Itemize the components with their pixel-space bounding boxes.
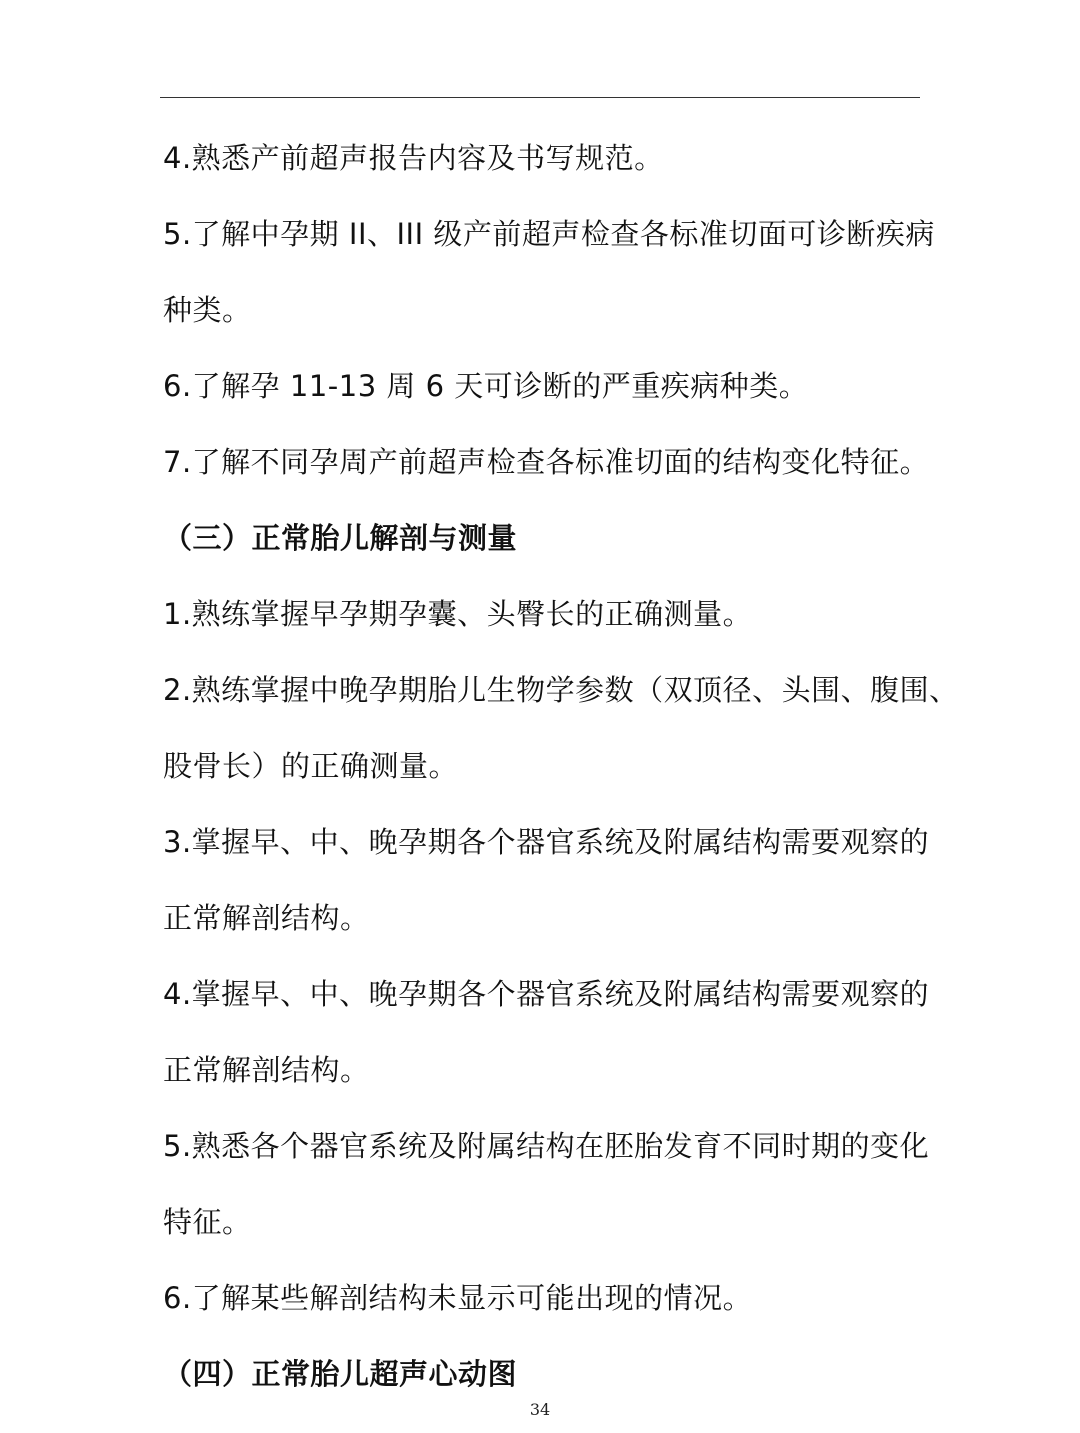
body-text-line: 5.熟悉各个器官系统及附属结构在胚胎发育不同时期的变化 bbox=[163, 1129, 930, 1163]
body-text-line: 种类。 bbox=[163, 293, 252, 327]
body-text-line: 6.了解孕 11-13 周 6 天可诊断的严重疾病种类。 bbox=[163, 369, 809, 403]
body-text-line: 6.了解某些解剖结构未显示可能出现的情况。 bbox=[163, 1281, 753, 1315]
section-heading: （三）正常胎儿解剖与测量 bbox=[163, 521, 518, 555]
document-body bbox=[163, 120, 959, 1412]
section-heading: （四）正常胎儿超声心动图 bbox=[163, 1357, 518, 1391]
body-text-line: 股骨长）的正确测量。 bbox=[163, 749, 459, 783]
body-text-line: 1.熟练掌握早孕期孕囊、头臀长的正确测量。 bbox=[163, 597, 753, 631]
body-text-line: 正常解剖结构。 bbox=[163, 901, 370, 935]
body-text-line: 2.熟练掌握中晚孕期胎儿生物学参数（双顶径、头围、腹围、 bbox=[163, 673, 959, 707]
body-text-line: 4.掌握早、中、晚孕期各个器官系统及附属结构需要观察的 bbox=[163, 977, 930, 1011]
body-text-line: 特征。 bbox=[163, 1205, 252, 1239]
header-rule bbox=[160, 97, 920, 98]
body-text-line: 4.熟悉产前超声报告内容及书写规范。 bbox=[163, 141, 664, 175]
body-text-line: 正常解剖结构。 bbox=[163, 1053, 370, 1087]
body-text-line: 7.了解不同孕周产前超声检查各标准切面的结构变化特征。 bbox=[163, 445, 930, 479]
body-text-line: 3.掌握早、中、晚孕期各个器官系统及附属结构需要观察的 bbox=[163, 825, 930, 859]
page-number: 34 bbox=[529, 1400, 551, 1419]
body-text-line: 5.了解中孕期 II、III 级产前超声检查各标准切面可诊断疾病 bbox=[163, 217, 935, 251]
